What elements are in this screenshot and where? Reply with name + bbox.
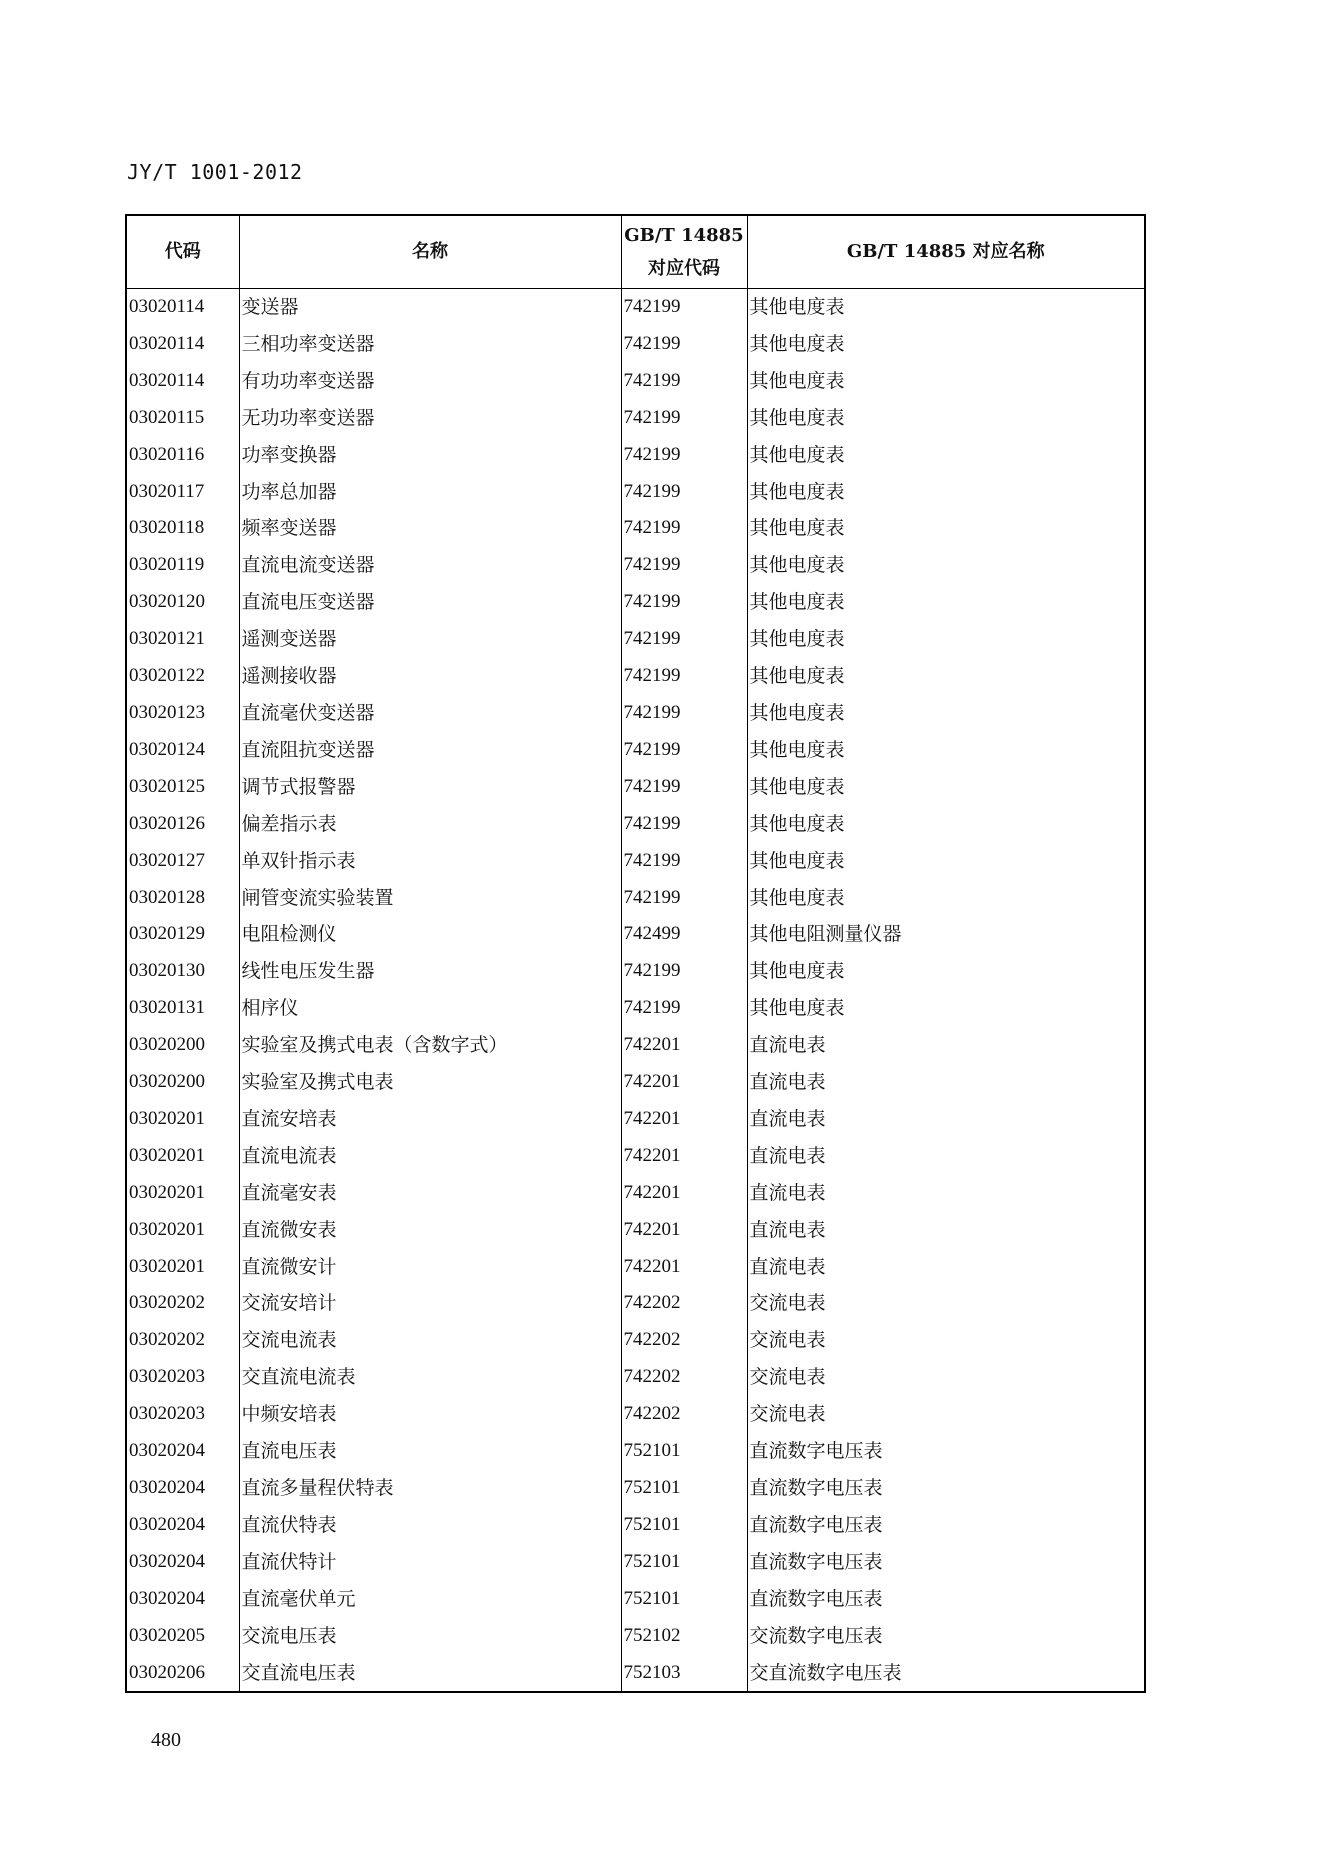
name-cell: 遥测接收器 [239, 658, 621, 695]
table-row [126, 1285, 1145, 1322]
gb-name-cell: 其他电度表 [747, 289, 1145, 326]
gb-name-cell: 其他电度表 [747, 953, 1145, 990]
gb-name-cell: 其他电度表 [747, 843, 1145, 880]
table-row [126, 1064, 1145, 1101]
gb-code-cell: 742199 [621, 769, 747, 806]
code-cell: 03020203 [126, 1396, 239, 1433]
name-cell: 遥测变送器 [239, 621, 621, 658]
table-row [126, 1618, 1145, 1655]
gb-name-cell: 直流电表 [747, 1027, 1145, 1064]
gb-code-cell: 742199 [621, 547, 747, 584]
code-cell: 03020204 [126, 1507, 239, 1544]
table-body [126, 289, 1145, 1693]
gb-code-cell: 742199 [621, 584, 747, 621]
gb-code-cell: 742199 [621, 953, 747, 990]
table-row [126, 1249, 1145, 1286]
table-row [126, 326, 1145, 363]
table-row [126, 1175, 1145, 1212]
code-cell: 03020204 [126, 1470, 239, 1507]
gb-code-cell: 742199 [621, 510, 747, 547]
gb-name-cell: 其他电度表 [747, 400, 1145, 437]
table-row [126, 1359, 1145, 1396]
page-number: 480 [151, 1729, 181, 1751]
gb-code-cell: 742199 [621, 363, 747, 400]
table-row [126, 658, 1145, 695]
header-row [126, 215, 1145, 289]
name-cell: 交流安培计 [239, 1285, 621, 1322]
column-header-gb-code [621, 215, 747, 289]
code-cell: 03020203 [126, 1359, 239, 1396]
code-cell: 03020204 [126, 1544, 239, 1581]
table-row [126, 1581, 1145, 1618]
gb-name-cell: 直流数字电压表 [747, 1544, 1145, 1581]
gb-code-cell: 742202 [621, 1396, 747, 1433]
name-cell: 直流毫安表 [239, 1175, 621, 1212]
gb-code-cell: 742199 [621, 658, 747, 695]
table-header [126, 215, 1145, 289]
table-row [126, 1433, 1145, 1470]
gb-code-cell: 742201 [621, 1101, 747, 1138]
table-row [126, 880, 1145, 917]
name-cell: 直流伏特计 [239, 1544, 621, 1581]
gb-name-cell: 交直流数字电压表 [747, 1655, 1145, 1693]
table-row [126, 843, 1145, 880]
code-cell: 03020201 [126, 1138, 239, 1175]
name-cell: 直流安培表 [239, 1101, 621, 1138]
gb-name-cell: 其他电度表 [747, 806, 1145, 843]
code-cell: 03020204 [126, 1433, 239, 1470]
code-cell: 03020200 [126, 1027, 239, 1064]
gb-code-cell: 742199 [621, 695, 747, 732]
name-cell: 频率变送器 [239, 510, 621, 547]
table-row [126, 1544, 1145, 1581]
table-row [126, 621, 1145, 658]
name-cell: 闸管变流实验装置 [239, 880, 621, 917]
gb-name-cell: 交流电表 [747, 1359, 1145, 1396]
name-cell: 有功功率变送器 [239, 363, 621, 400]
table-row [126, 289, 1145, 326]
code-cell: 03020201 [126, 1212, 239, 1249]
table-row [126, 1396, 1145, 1433]
name-cell: 直流毫伏单元 [239, 1581, 621, 1618]
gb-code-cell: 742199 [621, 474, 747, 511]
table-row [126, 400, 1145, 437]
gb-name-cell: 交流电表 [747, 1322, 1145, 1359]
name-cell: 直流电压变送器 [239, 584, 621, 621]
gb-name-cell: 其他电度表 [747, 547, 1145, 584]
gb-code-cell: 742199 [621, 732, 747, 769]
table-row [126, 547, 1145, 584]
name-cell: 直流微安表 [239, 1212, 621, 1249]
code-cell: 03020202 [126, 1285, 239, 1322]
column-header-gb-code-line2: 对应代码 [648, 258, 720, 279]
column-header-name: 名称 [239, 215, 621, 289]
gb-code-cell: 742199 [621, 621, 747, 658]
gb-name-cell: 交流电表 [747, 1396, 1145, 1433]
name-cell: 交流电流表 [239, 1322, 621, 1359]
gb-code-cell: 742199 [621, 400, 747, 437]
gb-code-cell: 752102 [621, 1618, 747, 1655]
gb-code-cell: 742201 [621, 1249, 747, 1286]
gb-code-cell: 742201 [621, 1064, 747, 1101]
name-cell: 交直流电流表 [239, 1359, 621, 1396]
code-cell: 03020117 [126, 474, 239, 511]
gb-name-cell: 其他电度表 [747, 437, 1145, 474]
column-header-gb-name: GB/T 14885 对应名称 [747, 215, 1145, 289]
code-cell: 03020200 [126, 1064, 239, 1101]
code-cell: 03020201 [126, 1249, 239, 1286]
gb-code-cell: 752101 [621, 1433, 747, 1470]
gb-name-cell: 直流电表 [747, 1175, 1145, 1212]
gb-code-cell: 742499 [621, 916, 747, 953]
gb-name-cell: 其他电度表 [747, 658, 1145, 695]
code-cell: 03020119 [126, 547, 239, 584]
table-row [126, 1655, 1145, 1693]
table-row [126, 474, 1145, 511]
gb-name-cell: 直流电表 [747, 1212, 1145, 1249]
table-row [126, 1138, 1145, 1175]
gb-name-cell: 直流电表 [747, 1064, 1145, 1101]
gb-code-cell: 742199 [621, 880, 747, 917]
name-cell: 单双针指示表 [239, 843, 621, 880]
table-row [126, 363, 1145, 400]
column-header-gb-code-line1: GB/T 14885 [624, 225, 744, 246]
name-cell: 直流微安计 [239, 1249, 621, 1286]
code-cell: 03020131 [126, 990, 239, 1027]
code-cell: 03020204 [126, 1581, 239, 1618]
table-row [126, 1322, 1145, 1359]
gb-name-cell: 直流电表 [747, 1101, 1145, 1138]
name-cell: 交流电压表 [239, 1618, 621, 1655]
gb-name-cell: 其他电度表 [747, 510, 1145, 547]
gb-code-cell: 752101 [621, 1470, 747, 1507]
gb-code-cell: 752101 [621, 1507, 747, 1544]
name-cell: 中频安培表 [239, 1396, 621, 1433]
code-mapping-table [125, 214, 1146, 1693]
table-row [126, 1507, 1145, 1544]
code-cell: 03020114 [126, 289, 239, 326]
code-cell: 03020201 [126, 1175, 239, 1212]
table-row [126, 584, 1145, 621]
name-cell: 直流多量程伏特表 [239, 1470, 621, 1507]
code-cell: 03020120 [126, 584, 239, 621]
gb-code-cell: 742199 [621, 990, 747, 1027]
gb-code-cell: 742201 [621, 1212, 747, 1249]
gb-name-cell: 其他电度表 [747, 990, 1145, 1027]
code-cell: 03020123 [126, 695, 239, 732]
name-cell: 直流伏特表 [239, 1507, 621, 1544]
gb-code-cell: 742199 [621, 289, 747, 326]
code-cell: 03020129 [126, 916, 239, 953]
code-cell: 03020114 [126, 363, 239, 400]
code-cell: 03020114 [126, 326, 239, 363]
table-row [126, 916, 1145, 953]
gb-code-cell: 752101 [621, 1581, 747, 1618]
gb-name-cell: 其他电度表 [747, 326, 1145, 363]
name-cell: 直流毫伏变送器 [239, 695, 621, 732]
gb-code-cell: 742202 [621, 1359, 747, 1396]
gb-name-cell: 其他电度表 [747, 880, 1145, 917]
name-cell: 实验室及携式电表（含数字式） [239, 1027, 621, 1064]
code-cell: 03020118 [126, 510, 239, 547]
gb-name-cell: 直流数字电压表 [747, 1507, 1145, 1544]
gb-name-cell: 交流数字电压表 [747, 1618, 1145, 1655]
gb-name-cell: 其他电度表 [747, 621, 1145, 658]
gb-name-cell: 其他电度表 [747, 695, 1145, 732]
gb-code-cell: 742202 [621, 1322, 747, 1359]
table-row [126, 990, 1145, 1027]
gb-code-cell: 742202 [621, 1285, 747, 1322]
name-cell: 直流电流变送器 [239, 547, 621, 584]
code-cell: 03020122 [126, 658, 239, 695]
name-cell: 偏差指示表 [239, 806, 621, 843]
gb-code-cell: 742199 [621, 843, 747, 880]
table-row [126, 1212, 1145, 1249]
gb-name-cell: 直流电表 [747, 1138, 1145, 1175]
code-cell: 03020127 [126, 843, 239, 880]
table-row [126, 437, 1145, 474]
gb-name-cell: 其他电度表 [747, 474, 1145, 511]
code-cell: 03020116 [126, 437, 239, 474]
table-row [126, 1101, 1145, 1138]
gb-name-cell: 其他电度表 [747, 363, 1145, 400]
gb-name-cell: 其他电度表 [747, 769, 1145, 806]
gb-code-cell: 742199 [621, 437, 747, 474]
gb-name-cell: 其他电度表 [747, 732, 1145, 769]
name-cell: 直流电压表 [239, 1433, 621, 1470]
table-row [126, 1027, 1145, 1064]
name-cell: 三相功率变送器 [239, 326, 621, 363]
table-row [126, 1470, 1145, 1507]
code-cell: 03020201 [126, 1101, 239, 1138]
table-row [126, 769, 1145, 806]
gb-name-cell: 直流数字电压表 [747, 1470, 1145, 1507]
table-row [126, 732, 1145, 769]
name-cell: 实验室及携式电表 [239, 1064, 621, 1101]
name-cell: 无功功率变送器 [239, 400, 621, 437]
code-cell: 03020124 [126, 732, 239, 769]
code-cell: 03020115 [126, 400, 239, 437]
code-cell: 03020126 [126, 806, 239, 843]
name-cell: 调节式报警器 [239, 769, 621, 806]
document-id-header: JY/T 1001-2012 [127, 160, 303, 184]
table-row [126, 953, 1145, 990]
column-header-code: 代码 [126, 215, 239, 289]
gb-code-cell: 742199 [621, 326, 747, 363]
gb-name-cell: 直流电表 [747, 1249, 1145, 1286]
code-cell: 03020125 [126, 769, 239, 806]
name-cell: 变送器 [239, 289, 621, 326]
gb-name-cell: 直流数字电压表 [747, 1433, 1145, 1470]
gb-code-cell: 752103 [621, 1655, 747, 1693]
code-cell: 03020206 [126, 1655, 239, 1693]
code-cell: 03020121 [126, 621, 239, 658]
gb-code-cell: 742201 [621, 1138, 747, 1175]
gb-name-cell: 直流数字电压表 [747, 1581, 1145, 1618]
gb-code-cell: 752101 [621, 1544, 747, 1581]
name-cell: 线性电压发生器 [239, 953, 621, 990]
name-cell: 电阻检测仪 [239, 916, 621, 953]
name-cell: 功率变换器 [239, 437, 621, 474]
code-cell: 03020130 [126, 953, 239, 990]
code-cell: 03020202 [126, 1322, 239, 1359]
name-cell: 相序仪 [239, 990, 621, 1027]
gb-code-cell: 742201 [621, 1027, 747, 1064]
code-cell: 03020128 [126, 880, 239, 917]
gb-name-cell: 其他电阻测量仪器 [747, 916, 1145, 953]
gb-code-cell: 742199 [621, 806, 747, 843]
code-cell: 03020205 [126, 1618, 239, 1655]
name-cell: 交直流电压表 [239, 1655, 621, 1693]
name-cell: 直流阻抗变送器 [239, 732, 621, 769]
name-cell: 直流电流表 [239, 1138, 621, 1175]
gb-name-cell: 交流电表 [747, 1285, 1145, 1322]
name-cell: 功率总加器 [239, 474, 621, 511]
gb-code-cell: 742201 [621, 1175, 747, 1212]
table-row [126, 695, 1145, 732]
table-row [126, 806, 1145, 843]
gb-name-cell: 其他电度表 [747, 584, 1145, 621]
table-row [126, 510, 1145, 547]
